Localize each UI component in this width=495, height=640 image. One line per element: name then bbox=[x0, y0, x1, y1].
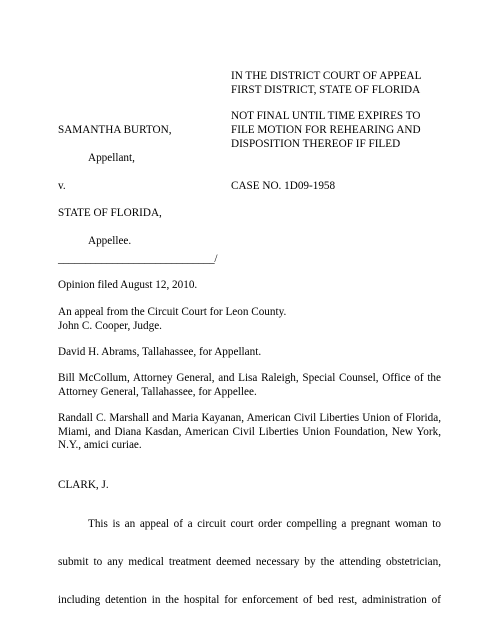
appeal-source-line-2: John C. Cooper, Judge. bbox=[58, 320, 162, 332]
court-name-line-2: FIRST DISTRICT, STATE OF FLORIDA bbox=[231, 84, 421, 96]
appeal-source-line-1: An appeal from the Circuit Court for Leon County. bbox=[58, 306, 287, 318]
finality-notice-line-2: FILE MOTION FOR REHEARING AND bbox=[231, 124, 421, 136]
appellee-name: STATE OF FLORIDA, bbox=[58, 207, 162, 219]
appellant-name: SAMANTHA BURTON, bbox=[58, 124, 172, 136]
opinion-line-3: including detention in the hospital for enforcement of bed rest, administration of bbox=[58, 594, 441, 606]
appellant-role: Appellant, bbox=[88, 152, 135, 164]
counsel-appellant: David H. Abrams, Tallahassee, for Appellant. bbox=[58, 346, 262, 358]
finality-notice-line-3: DISPOSITION THEREOF IF FILED bbox=[231, 138, 401, 150]
counsel-amici: Randall C. Marshall and Maria Kayanan, American Civil Liberties Union of Florida, Miami, and Diana Kasdan, American Civil Liberties Union Foundation, New York, N.Y., amici curiae. bbox=[58, 412, 441, 451]
finality-notice-line-1: NOT FINAL UNTIL TIME EXPIRES TO bbox=[231, 110, 421, 122]
case-number: CASE NO. 1D09-1958 bbox=[231, 180, 336, 192]
opinion-filed-date: Opinion filed August 12, 2010. bbox=[58, 279, 198, 291]
signature-line: _____________________________/ bbox=[58, 253, 218, 265]
appellee-role: Appellee. bbox=[88, 235, 132, 247]
court-name-line-1: IN THE DISTRICT COURT OF APPEAL bbox=[231, 70, 422, 82]
counsel-appellee: Bill McCollum, Attorney General, and Lisa Raleigh, Special Counsel, Office of the Attorney General, Tallahassee, for Appellee. bbox=[58, 372, 441, 398]
versus: v. bbox=[58, 180, 66, 192]
opinion-line-2: submit to any medical treatment deemed necessary by the attending obstetrician, bbox=[58, 556, 441, 568]
judge-name: CLARK, J. bbox=[58, 479, 109, 491]
opinion-line-1: This is an appeal of a circuit court order compelling a pregnant woman to bbox=[88, 518, 441, 530]
